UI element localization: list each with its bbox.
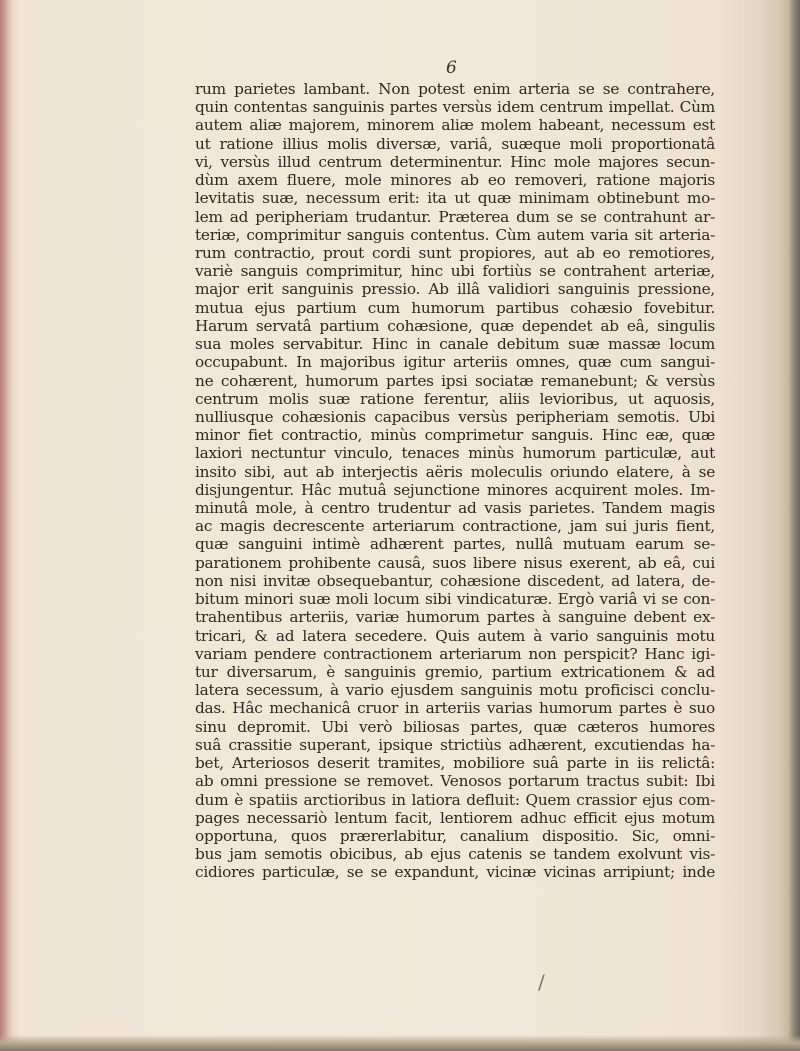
- text-line: ne cohærent, humorum partes ipsi sociatæ remanebunt; & versùs: [195, 371, 715, 390]
- text-line: non nisi invitæ obsequebantur, cohæsione discedent, ad latera, de-: [195, 571, 715, 590]
- text-line: opportuna, quos prærerlabitur, canalium dispositio. Sic, omni-: [195, 826, 715, 845]
- page-right-edge: [760, 0, 800, 1051]
- text-line: pages necessariò lentum facit, lentiorem adhuc efficit ejus motum: [195, 808, 715, 827]
- text-line: occupabunt. In majoribus igitur arteriis omnes, quæ cum sangui-: [195, 353, 715, 372]
- text-line: levitatis suæ, necessum erit: ita ut quæ minimam obtinebunt mo-: [195, 189, 715, 208]
- text-line: nulliusque cohæsionis capacibus versùs peripheriam semotis. Ubi: [195, 407, 715, 426]
- text-line: sua moles servabitur. Hinc in canale debitum suæ massæ locum: [195, 335, 715, 354]
- text-line: ab omni pressione se removet. Venosos portarum tractus subit: Ibi: [195, 772, 715, 791]
- text-line: rum parietes lambant. Non potest enim arteria se se contrahere,: [195, 80, 715, 98]
- text-line: lem ad peripheriam trudantur. Præterea dum se se contrahunt ar-: [195, 207, 715, 226]
- text-line: mutua ejus partium cum humorum partibus cohæsio fovebitur.: [195, 298, 715, 317]
- text-line: quin contentas sanguinis partes versùs idem centrum impellat. Cùm: [195, 98, 715, 117]
- text-line: minor fiet contractio, minùs comprimetur sanguis. Hinc eæ, quæ: [195, 426, 715, 445]
- text-line: quæ sanguini intimè adhærent partes, nullâ mutuam earum se-: [195, 535, 715, 554]
- text-line: major erit sanguinis pressio. Ab illâ validiori sanguinis pressione,: [195, 280, 715, 299]
- text-line: autem aliæ majorem, minorem aliæ molem habeant, necessum est: [195, 116, 715, 135]
- text-line: suâ crassitie superant, ipsique strictiùs adhærent, excutiendas ha-: [195, 735, 715, 754]
- text-line: dum è spatiis arctioribus in latiora defluit: Quem crassior ejus com-: [195, 790, 715, 809]
- text-line: teriæ, comprimitur sanguis contentus. Cùm autem varia sit arteria-: [195, 225, 715, 244]
- text-line: cidiores particulæ, se se expandunt, vicinæ vicinas arripiunt; inde: [195, 863, 715, 882]
- text-line: laxiori nectuntur vinculo, tenaces minùs humorum particulæ, aut: [195, 444, 715, 463]
- text-line: rum contractio, prout cordi sunt propiores, aut ab eo remotiores,: [195, 243, 715, 262]
- text-line: parationem prohibente causâ, suos libere nisus exerent, ab eâ, cui: [195, 553, 715, 572]
- text-line: bet, Arteriosos deserit tramites, mobiliore suâ parte in iis relictâ:: [195, 754, 715, 773]
- page-left-edge: [0, 0, 14, 1051]
- text-line: tricari, & ad latera secedere. Quis autem à vario sanguinis motu: [195, 626, 715, 645]
- text-line: tur diversarum, è sanguinis gremio, partium extricationem & ad: [195, 663, 715, 681]
- text-line: disjungentur. Hâc mutuâ sejunctione minores acquirent moles. Im-: [195, 480, 715, 499]
- text-line: trahentibus arteriis, variæ humorum partes à sanguine debent ex-: [195, 608, 715, 627]
- text-line: dùm axem fluere, mole minores ab eo removeri, ratione majoris: [195, 171, 715, 190]
- text-line: bitum minori suæ moli locum sibi vindicaturæ. Ergò variâ vi se con-: [195, 590, 715, 609]
- text-line: das. Hâc mechanicâ cruor in arteriis varias humorum partes è suo: [195, 699, 715, 718]
- text-line: vi, versùs illud centrum determinentur. Hinc mole majores secun-: [195, 152, 715, 171]
- text-line: insito sibi, aut ab interjectis aëris moleculis oriundo elatere, à se: [195, 462, 715, 481]
- text-line: ut ratione illius molis diversæ, variâ, suæque moli proportionatâ: [195, 134, 715, 153]
- stray-ink-mark: /: [538, 970, 545, 994]
- text-line: variè sanguis comprimitur, hinc ubi fortiùs se contrahent arteriæ,: [195, 262, 715, 281]
- text-line: Harum servatâ partium cohæsione, quæ dependet ab eâ, singulis: [195, 316, 715, 335]
- text-line: sinu depromit. Ubi verò biliosas partes, quæ cæteros humores: [195, 717, 715, 736]
- body-text: [195, 80, 715, 882]
- page-bottom-edge: [0, 1035, 800, 1051]
- text-line: ac magis decrescente arteriarum contractione, jam sui juris fient,: [195, 517, 715, 536]
- text-line: minutâ mole, à centro trudentur ad vasis parietes. Tandem magis: [195, 499, 715, 518]
- text-line: latera secessum, à vario ejusdem sanguinis motu proficisci conclu-: [195, 681, 715, 700]
- text-line: centrum molis suæ ratione ferentur, aliis levioribus, ut aquosis,: [195, 389, 715, 408]
- text-line: bus jam semotis obicibus, ab ejus catenis se tandem exolvunt vis-: [195, 845, 715, 864]
- text-line: variam pendere contractionem arteriarum non perspicit? Hanc igi-: [195, 644, 715, 663]
- page-number: 6: [446, 58, 457, 78]
